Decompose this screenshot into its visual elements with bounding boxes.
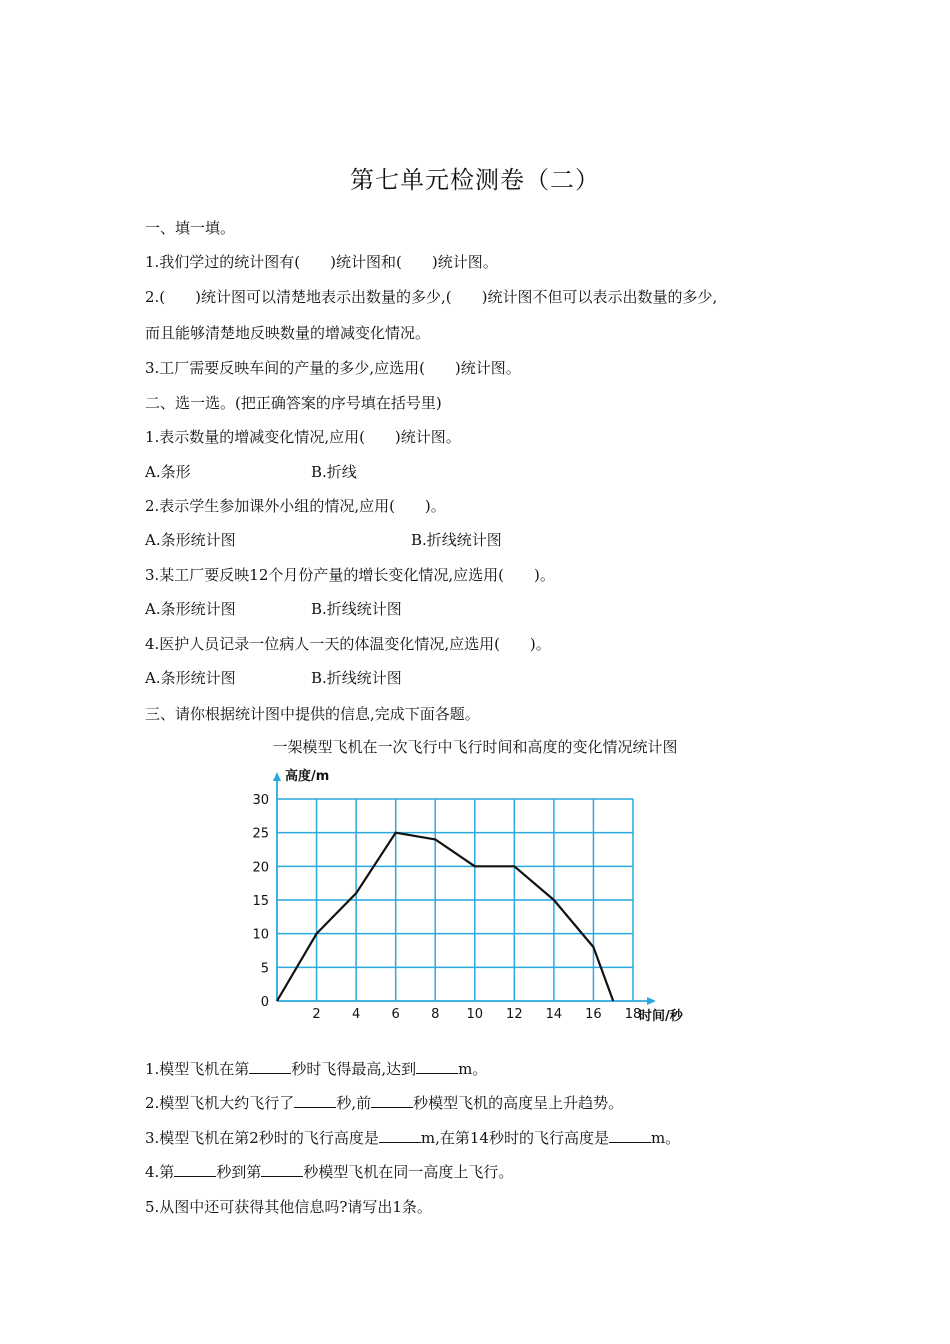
data-series-line	[277, 833, 613, 1001]
option-2-3-a: A.条形统计图	[145, 600, 236, 618]
y-axis-label: 高度/m	[285, 769, 330, 784]
x-tick-label: 10	[466, 1007, 484, 1022]
x-tick-label: 8	[431, 1007, 440, 1022]
question-3-4: 4.第 秒到第 秒模型飞机在同一高度上飞行。	[145, 1163, 514, 1181]
question-1-1: 1.我们学过的统计图有( )统计图和( )统计图。	[145, 253, 498, 271]
x-axis-label: 时间/秒	[639, 1009, 683, 1024]
y-tick-label: 10	[252, 927, 269, 943]
option-2-4-b: B.折线统计图	[311, 669, 402, 687]
x-tick-label: 6	[391, 1007, 400, 1022]
question-3-5: 5.从图中还可获得其他信息吗?请写出1条。	[145, 1198, 432, 1216]
x-tick-label: 2	[312, 1007, 321, 1022]
question-1-2a: 2.( )统计图可以清楚地表示出数量的多少,( )统计图不但可以表示出数量的多少,	[145, 288, 718, 306]
option-2-2-b: B.折线统计图	[411, 531, 502, 549]
question-1-3: 3.工厂需要反映车间的产量的多少,应选用( )统计图。	[145, 359, 521, 377]
question-2-4: 4.医护人员记录一位病人一天的体温变化情况,应选用( )。	[145, 635, 551, 653]
y-tick-label: 25	[252, 826, 269, 842]
option-2-3-b: B.折线统计图	[311, 600, 402, 618]
question-2-1: 1.表示数量的增减变化情况,应用( )统计图。	[145, 428, 461, 446]
question-3-2: 2.模型飞机大约飞行了 秒,前 秒模型飞机的高度呈上升趋势。	[145, 1094, 624, 1112]
section1-heading: 一、填一填。	[145, 219, 236, 237]
option-2-1-a: A.条形	[145, 463, 191, 481]
y-tick-label: 30	[252, 793, 269, 808]
x-tick-label: 18	[624, 1007, 642, 1022]
question-3-3: 3.模型飞机在第2秒时的飞行高度是 m,在第14秒时的飞行高度是 m。	[145, 1129, 681, 1147]
question-1-2b: 而且能够清楚地反映数量的增减变化情况。	[145, 324, 431, 342]
section3-heading: 三、请你根据统计图中提供的信息,完成下面各题。	[145, 705, 480, 723]
section2-heading: 二、选一选。(把正确答案的序号填在括号里)	[145, 394, 442, 412]
x-tick-label: 16	[585, 1007, 602, 1022]
y-tick-label: 15	[252, 894, 269, 909]
y-tick-label: 20	[252, 860, 269, 876]
x-tick-label: 12	[506, 1007, 523, 1022]
option-2-4-a: A.条形统计图	[145, 669, 236, 687]
question-3-1: 1.模型飞机在第 秒时飞得最高,达到 m。	[145, 1060, 488, 1078]
y-tick-label: 5	[260, 961, 269, 977]
option-2-2-a: A.条形统计图	[145, 531, 236, 549]
y-tick-label: 0	[260, 995, 269, 1010]
option-2-1-b: B.折线	[311, 463, 357, 481]
question-2-3: 3.某工厂要反映12个月份产量的增长变化情况,应选用( )。	[145, 566, 555, 584]
page-title: 第七单元检测卷（二）	[350, 166, 600, 194]
line-chart	[240, 760, 720, 1030]
x-axis-arrow	[647, 997, 656, 1005]
y-axis-arrow	[273, 772, 281, 781]
x-tick-label: 14	[545, 1007, 563, 1022]
chart-title: 一架模型飞机在一次飞行中飞行时间和高度的变化情况统计图	[272, 738, 678, 756]
question-2-2: 2.表示学生参加课外小组的情况,应用( )。	[145, 497, 446, 515]
x-tick-label: 4	[351, 1007, 361, 1022]
